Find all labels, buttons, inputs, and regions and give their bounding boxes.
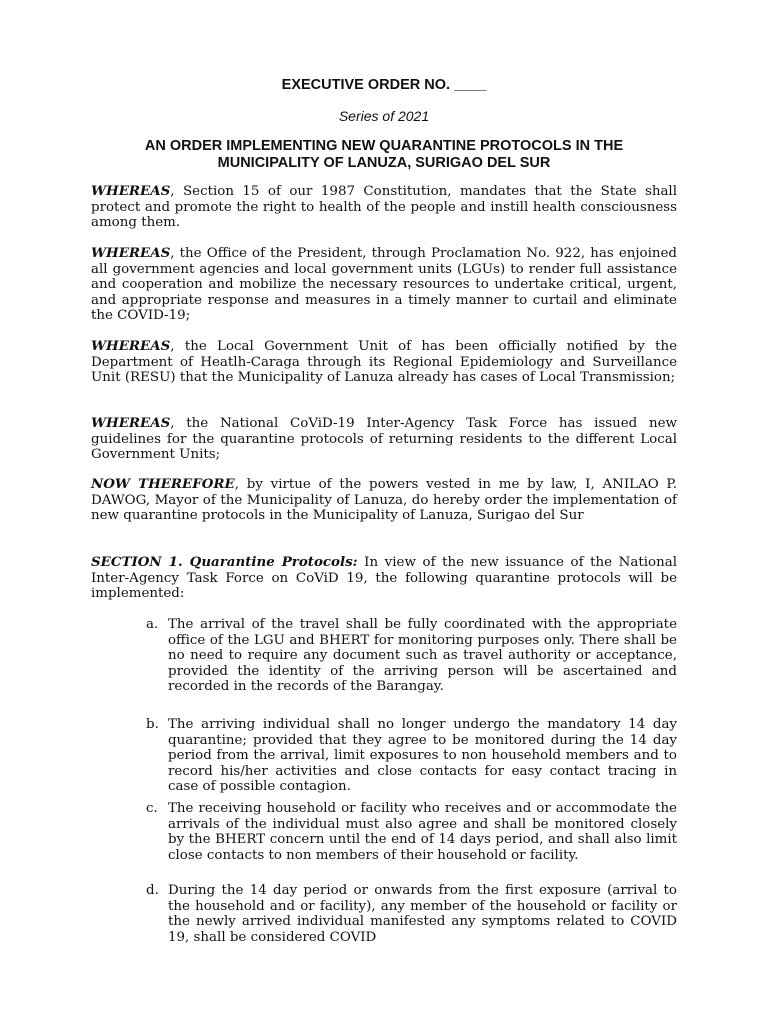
protocol-item: [146, 617, 677, 695]
whereas-lead: WHEREAS: [91, 415, 171, 431]
protocol-text: During the 14 day period or onwards from the first exposure (arrival to the household and or facility), any member of the household or facility or the newly arrived individual manifested any symptoms related to COVID 19, shall be considered COVID: [168, 883, 677, 945]
protocol-marker: a.: [146, 617, 159, 632]
section-1: [91, 555, 677, 602]
protocol-marker: c.: [146, 801, 158, 816]
protocol-text: The receiving household or facility who receives and or accommodate the arrivals of the individual must also agree and shall be monitored closely by the BHERT concern until the end of 14 days period, and shall also limit close contacts to non members of their household or facility.: [168, 801, 677, 863]
whereas-text: , the Local Government Unit of has been officially notified by the Department of Heatlh-Caraga through its Regional Epidemiology and Surveillance Unit (RESU) that the Municipality of Lanuza already has cases of Local Transmission;: [91, 339, 677, 386]
protocol-text: The arriving individual shall no longer undergo the mandatory 14 day quarantine; provided that they agree to be monitored during the 14 day period from the arrival, limit exposures to non household members and to record his/her activities and close contacts for easy contact tracing in case of possible contagion.: [168, 717, 677, 795]
now-therefore-text: , by virtue of the powers vested in me by law, I, ANILAO P. DAWOG, Mayor of the Municipality of Lanuza, do hereby order the implementation of new quarantine protocols in the Municipality of Lanuza, Surigao del Sur: [91, 477, 677, 524]
document-title: EXECUTIVE ORDER NO. ____: [281, 77, 487, 93]
whereas-clause: [91, 339, 677, 386]
whereas-text: , the National CoViD-19 Inter-Agency Task Force has issued new guidelines for the quarantine protocols of returning residents to the different Local Government Units;: [91, 416, 677, 463]
whereas-lead: WHEREAS: [91, 245, 171, 261]
whereas-lead: WHEREAS: [91, 338, 171, 354]
now-therefore-clause: [91, 477, 677, 524]
whereas-clause: [91, 416, 677, 463]
document-series: Series of 2021: [338, 108, 430, 124]
whereas-clause: [91, 246, 677, 324]
protocol-item: [146, 717, 677, 795]
whereas-clause: [91, 184, 677, 231]
now-therefore-lead: NOW THEREFORE: [91, 476, 235, 492]
whereas-lead: WHEREAS: [91, 183, 171, 199]
document-subject-line-1: AN ORDER IMPLEMENTING NEW QUARANTINE PROTOCOLS IN THE: [144, 138, 624, 154]
whereas-text: , Section 15 of our 1987 Constitution, mandates that the State shall protect and promote the right to health of the people and instill health consciousness among them.: [91, 184, 677, 231]
protocol-text: The arrival of the travel shall be fully coordinated with the appropriate office of the LGU and BHERT for monitoring purposes only. There shall be no need to require any document such as travel authority or acceptance, provided the identity of the arriving person will be ascertained and recorded in the records of the Barangay.: [168, 617, 677, 695]
document-subject-line-2: MUNICIPALITY OF LANUZA, SURIGAO DEL SUR: [217, 155, 551, 171]
whereas-text: , the Office of the President, through Proclamation No. 922, has enjoined all government agencies and local government units (LGUs) to render full assistance and cooperation and mobilize the necessary resources to undertake critical, urgent, and appropriate response and measures in a timely manner to curtail and eliminate the COVID-19;: [91, 246, 677, 324]
protocol-marker: b.: [146, 717, 159, 732]
section-1-heading: SECTION 1. Quarantine Protocols:: [91, 554, 358, 570]
protocol-marker: d.: [146, 883, 159, 898]
protocol-item: [146, 801, 677, 863]
section-1-text: In view of the new issuance of the National Inter-Agency Task Force on CoViD 19, the following quarantine protocols will be implemented:: [91, 555, 677, 602]
protocol-item: [146, 883, 677, 945]
